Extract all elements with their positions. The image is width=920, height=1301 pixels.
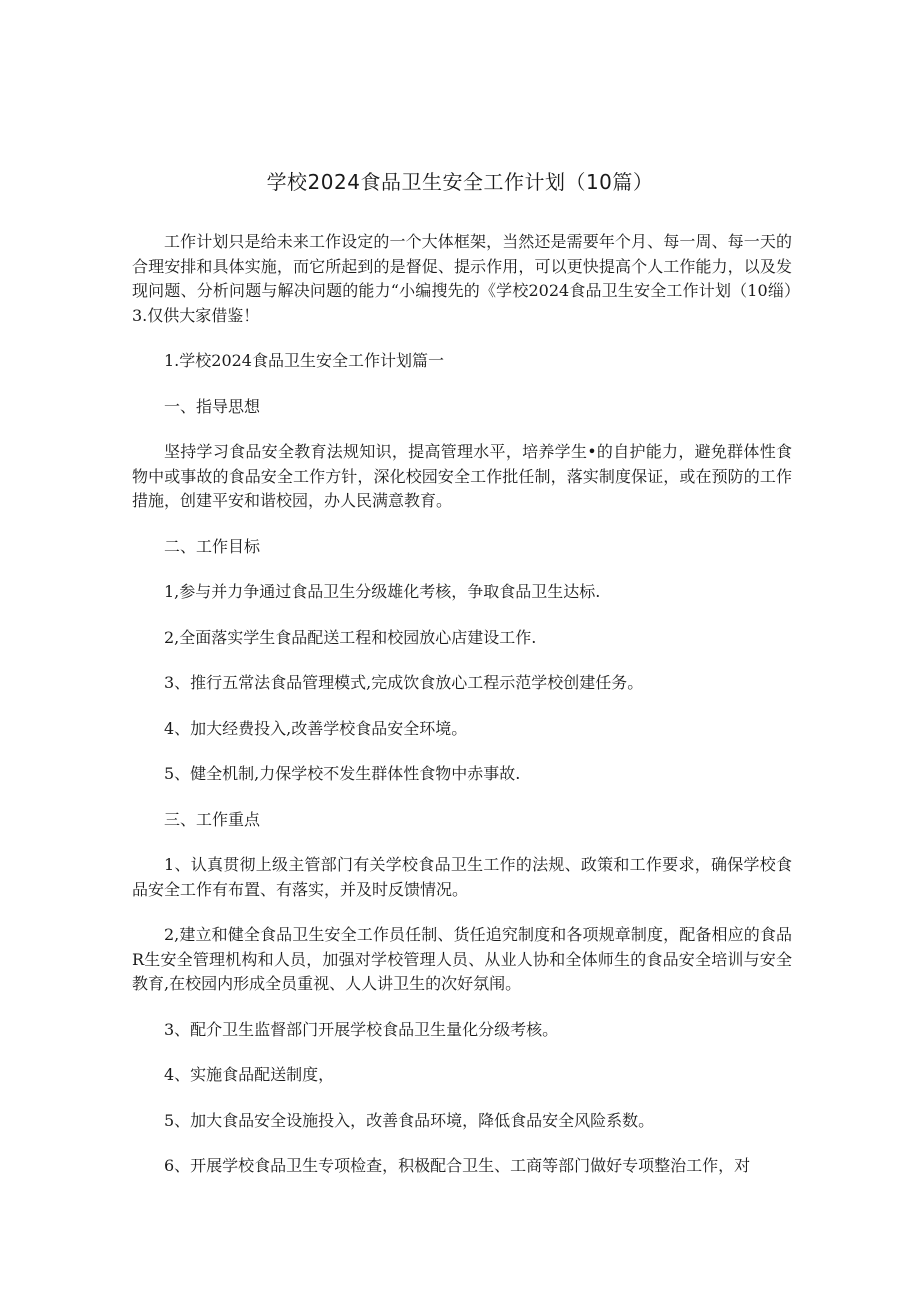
goal-item-3: 3、推行五常法食品管理模式,完成饮食放心工程示范学校创建任务。: [164, 673, 644, 692]
document-body: [132, 230, 792, 1179]
goal-item-1: 1,参与并力争通过食品卫生分级雄化考核，争取食品卫生达标.: [164, 582, 601, 601]
focus-item-1: 1、认真贯彻上级主管部门有关学校食品卫生工作的法规、政策和工作要求，确保学校食品安全工作有布置、有落实，并及时反馈情况。: [132, 855, 792, 899]
intro-paragraph: 工作计划只是给未来工作设定的一个大体框架，当然还是需要年个月、每一周、每一天的合理安排和具体实施，而它所起到的是督促、提示作用，可以更快提高个人工作能力，以及发现问题、分析问题与解决问题的能力“小编搜先的《学校2024食品卫生安全工作计划（10缁）3.仅供大家借鉴！: [132, 232, 792, 325]
heading-work-focus: 三、工作重点: [164, 809, 261, 829]
focus-item-5: 5、加大食品安全设施投入，改善食品环境，降低食品安全风险系数。: [164, 1110, 655, 1130]
goal-item-2: 2,全面落实学生食品配送工程和校园放心店建设工作.: [164, 627, 537, 647]
heading-work-goals: 二、工作目标: [164, 536, 261, 556]
focus-item-4: 4、实施食品配送制度，: [164, 1065, 335, 1084]
guiding-ideology-paragraph: 坚持学习食品安全教育法规知识，提高管理水平，培养学生•的自护能力，避免群体性食物中或事故的食品安全工作方针，深化校园安全工作批任制，落实制度保证，或在预防的工作措施，创建平安和谐校园，办人民满意教育。: [132, 442, 792, 510]
section-title-plan-1: 1.学校2024食品卫生安全工作计划篇一: [164, 351, 444, 370]
heading-guiding-ideology: 一、指导思想: [164, 396, 261, 416]
focus-item-6: 6、开展学校食品卫生专项检查，积极配合卫生、工商等部门做好专项整治工作，对: [164, 1156, 751, 1175]
document-title: 学校2024食品卫生安全工作计划（10篇）: [266, 170, 654, 194]
focus-item-2: 2,建立和健全食品卫生安全工作员任制、货任追究制度和各项规章制度，配备相应的食品R生安全管理机构和人员，加强对学校管理人员、从业人协和全体师生的食品安全培训与安全教育,在校园内形成全员重视、人人讲卫生的次好氛闱。: [132, 925, 792, 993]
goal-item-5: 5、健全机制,力保学校不发生群体性食物中赤事故.: [164, 764, 521, 783]
goal-item-4: 4、加大经费投入,改善学校食品安全环境。: [164, 718, 468, 738]
focus-item-3: 3、配介卫生监督部门开展学校食品卫生量化分级考核。: [164, 1019, 559, 1039]
